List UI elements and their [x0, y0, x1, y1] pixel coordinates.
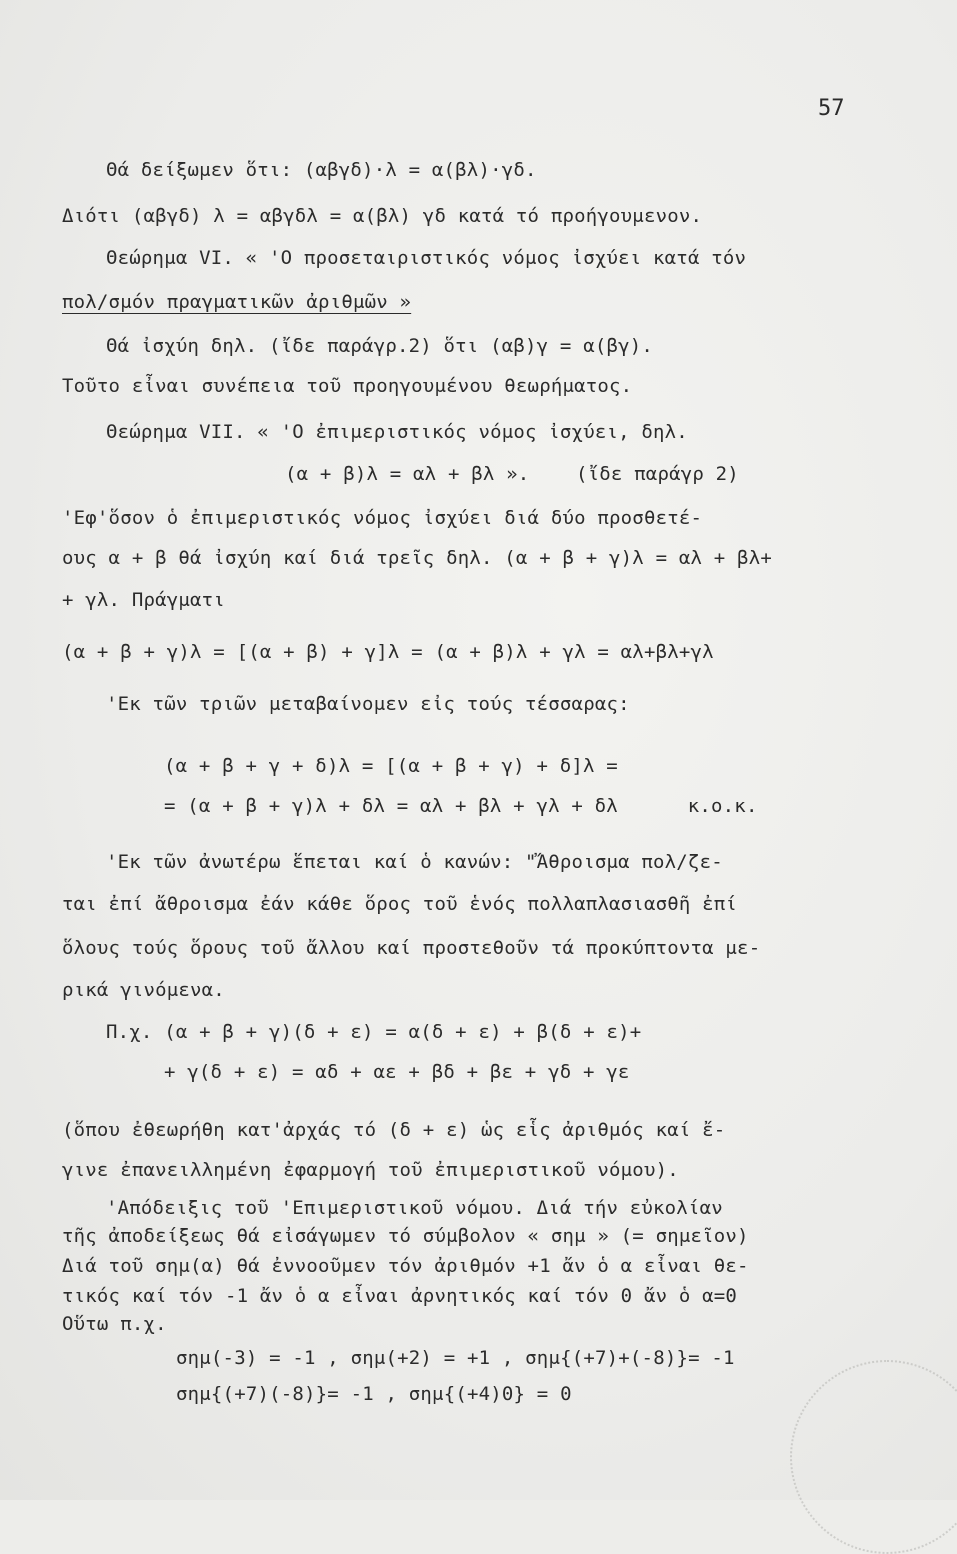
- theorem-7-heading: Θεώρημα VII. « 'Ο ἐπιμεριστικός νόμος ἰσχύει, δηλ.: [106, 421, 688, 443]
- text-line: Θά δείξωμεν ὅτι: (αβγδ)·λ = α(βλ)·γδ.: [106, 159, 537, 181]
- text-line: ται ἐπί ἄθροισμα ἐάν κάθε ὅρος τοῦ ἑνός πολλαπλασιασθῆ ἐπί: [62, 893, 738, 915]
- text-line: τικός καί τόν -1 ἄν ὁ α εἶναι ἀρνητικός καί τόν 0 ἄν ὁ α=0: [62, 1285, 738, 1307]
- text-line: Οὕτω π.χ.: [62, 1313, 167, 1335]
- text-line: ους α + β θά ἰσχύη καί διά τρεῖς δηλ. (α + β + γ)λ = αλ + βλ+: [62, 547, 772, 569]
- text-line: τῆς ἀποδείξεως θά εἰσάγωμεν τό σύμβολον « σημ » (= σημεῖον): [62, 1225, 749, 1247]
- sign-examples: σημ(-3) = -1 , σημ(+2) = +1 , σημ{(+7)+(-8)}= -1: [176, 1347, 735, 1369]
- text-line: 'Εκ τῶν ἀνωτέρω ἕπεται καί ὁ κανών: "Ἄθροισμα πολ/ζε-: [106, 851, 723, 873]
- equation-four-terms-cont: = (α + β + γ)λ + δλ = αλ + βλ + γλ + δλ κ.ο.κ.: [164, 795, 758, 817]
- theorem-6-heading: Θεώρημα VI. « 'Ο προσεταιριστικός νόμος ἰσχύει κατά τόν: [106, 247, 747, 269]
- example-equation-cont: + γ(δ + ε) = αδ + αε + βδ + βε + γδ + γε: [164, 1061, 630, 1083]
- example-equation: Π.χ. (α + β + γ)(δ + ε) = α(δ + ε) + β(δ + ε)+: [106, 1021, 642, 1043]
- distributive-law-formula: (α + β)λ = αλ + βλ ». (ἴδε παράγρ 2): [285, 463, 739, 485]
- text-line: Τοῦτο εἶναι συνέπεια τοῦ προηγουμένου θεωρήματος.: [62, 375, 633, 397]
- text-line: + γλ. Πράγματι: [62, 589, 225, 611]
- library-stamp: [790, 1360, 957, 1554]
- text-line: 'Εκ τῶν τριῶν μεταβαίνομεν εἰς τούς τέσσαρας:: [106, 693, 630, 715]
- text-line: γινε ἐπανειλλημένη ἐφαρμογή τοῦ ἐπιμεριστικοῦ νόμου).: [62, 1159, 679, 1181]
- text-line: ὅλους τούς ὅρους τοῦ ἄλλου καί προστεθοῦν τά προκύπτοντα με-: [62, 937, 761, 959]
- text-line: ρικά γινόμενα.: [62, 979, 225, 1001]
- theorem-6-heading-cont: πολ/σμόν πραγματικῶν ἀριθμῶν »: [62, 291, 412, 313]
- text-line: (ὅπου ἐθεωρήθη κατ'ἀρχάς τό (δ + ε) ὡς εἷς ἀριθμός καί ἔ-: [62, 1119, 726, 1141]
- text-line: Διότι (αβγδ) λ = αβγδλ = α(βλ) γδ κατά τό προήγουμενον.: [62, 205, 703, 227]
- equation-three-terms: (α + β + γ)λ = [(α + β) + γ]λ = (α + β)λ + γλ = αλ+βλ+γλ: [62, 641, 714, 663]
- text-line: Διά τοῦ σημ(α) θά ἐννοοῦμεν τόν ἀριθμόν +1 ἄν ὁ α εἶναι θε-: [62, 1255, 749, 1277]
- sign-examples-cont: σημ{(+7)(-8)}= -1 , σημ{(+4)0} = 0: [176, 1383, 572, 1405]
- text-line: Θά ἰσχύη δηλ. (ἴδε παράγρ.2) ὅτι (αβ)γ = α(βγ).: [106, 335, 654, 357]
- page-number: 57: [818, 96, 845, 121]
- equation-four-terms: (α + β + γ + δ)λ = [(α + β + γ) + δ]λ =: [164, 755, 618, 777]
- proof-heading: 'Απόδειξις τοῦ 'Επιμεριστικοῦ νόμου. Διά τήν εὐκολίαν: [106, 1197, 723, 1219]
- text-line: 'Εφ'ὅσον ὁ ἐπιμεριστικός νόμος ἰσχύει διά δύο προσθετέ-: [62, 507, 703, 529]
